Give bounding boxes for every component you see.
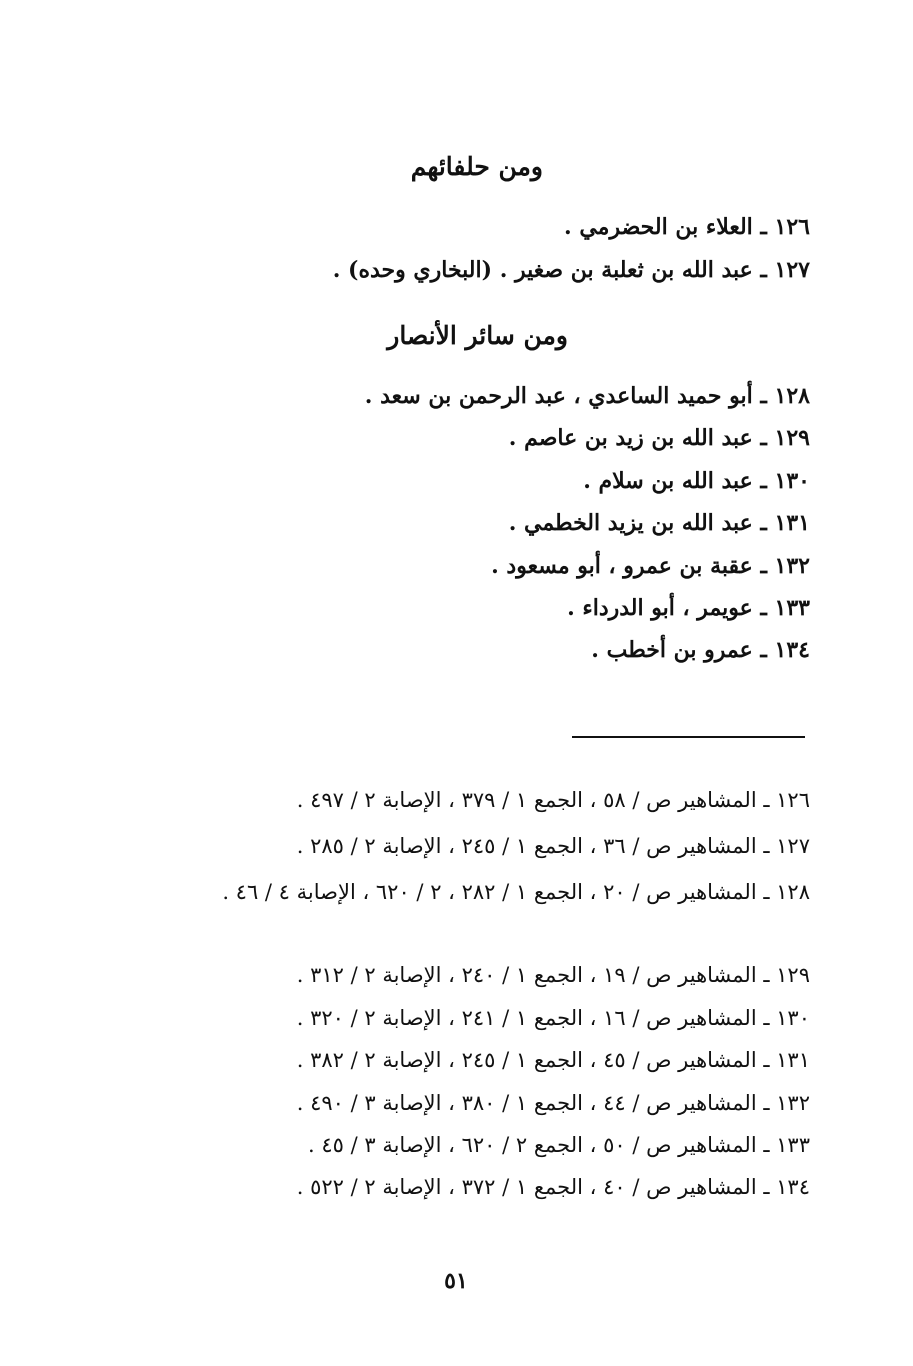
entry-134: ١٣٤ ـ عمرو بن أخطب . (591, 637, 810, 663)
footnote-divider (572, 736, 805, 738)
footnote-127: ١٢٧ ـ المشاهير ص / ٣٦ ، الجمع ١ / ٢٤٥ ، الإصابة ٢ / ٢٨٥ . (296, 834, 810, 858)
footnote-134: ١٣٤ ـ المشاهير ص / ٤٠ ، الجمع ١ / ٣٧٢ ، الإصابة ٢ / ٥٢٢ . (296, 1175, 810, 1199)
entry-129: ١٢٩ ـ عبد الله بن زيد بن عاصم . (508, 425, 810, 451)
section-heading-ansar: ومن سائر الأنصار (387, 321, 568, 350)
footnote-132: ١٣٢ ـ المشاهير ص / ٤٤ ، الجمع ١ / ٣٨٠ ، الإصابة ٣ / ٤٩٠ . (296, 1091, 810, 1115)
footnote-129: ١٢٩ ـ المشاهير ص / ١٩ ، الجمع ١ / ٢٤٠ ، الإصابة ٢ / ٣١٢ . (296, 963, 810, 987)
entry-133: ١٣٣ ـ عويمر ، أبو الدرداء . (567, 595, 810, 621)
entry-126: ١٢٦ ـ العلاء بن الحضرمي . (564, 214, 810, 240)
section-heading-allies: ومن حلفائهم (410, 152, 543, 181)
footnote-131: ١٣١ ـ المشاهير ص / ٤٥ ، الجمع ١ / ٢٤٥ ، الإصابة ٢ / ٣٨٢ . (296, 1048, 810, 1072)
entry-127: ١٢٧ ـ عبد الله بن ثعلبة بن صغير . (البخاري وحده) . (332, 257, 810, 283)
footnote-130: ١٣٠ ـ المشاهير ص / ١٦ ، الجمع ١ / ٢٤١ ، الإصابة ٢ / ٣٢٠ . (296, 1006, 810, 1030)
footnote-126: ١٢٦ ـ المشاهير ص / ٥٨ ، الجمع ١ / ٣٧٩ ، الإصابة ٢ / ٤٩٧ . (296, 788, 810, 812)
entry-132: ١٣٢ ـ عقبة بن عمرو ، أبو مسعود . (491, 553, 810, 579)
entry-130: ١٣٠ ـ عبد الله بن سلام . (583, 468, 810, 494)
entry-131: ١٣١ ـ عبد الله بن يزيد الخطمي . (508, 510, 810, 536)
footnote-133: ١٣٣ ـ المشاهير ص / ٥٠ ، الجمع ٢ / ٦٢٠ ، الإصابة ٣ / ٤٥ . (308, 1133, 810, 1157)
page-number: ٥١ (444, 1268, 468, 1294)
entry-128: ١٢٨ ـ أبو حميد الساعدي ، عبد الرحمن بن سعد . (364, 383, 810, 409)
footnote-128: ١٢٨ ـ المشاهير ص / ٢٠ ، الجمع ١ / ٢٨٢ ، ٢ / ٦٢٠ ، الإصابة ٤ / ٤٦ . (222, 880, 810, 904)
